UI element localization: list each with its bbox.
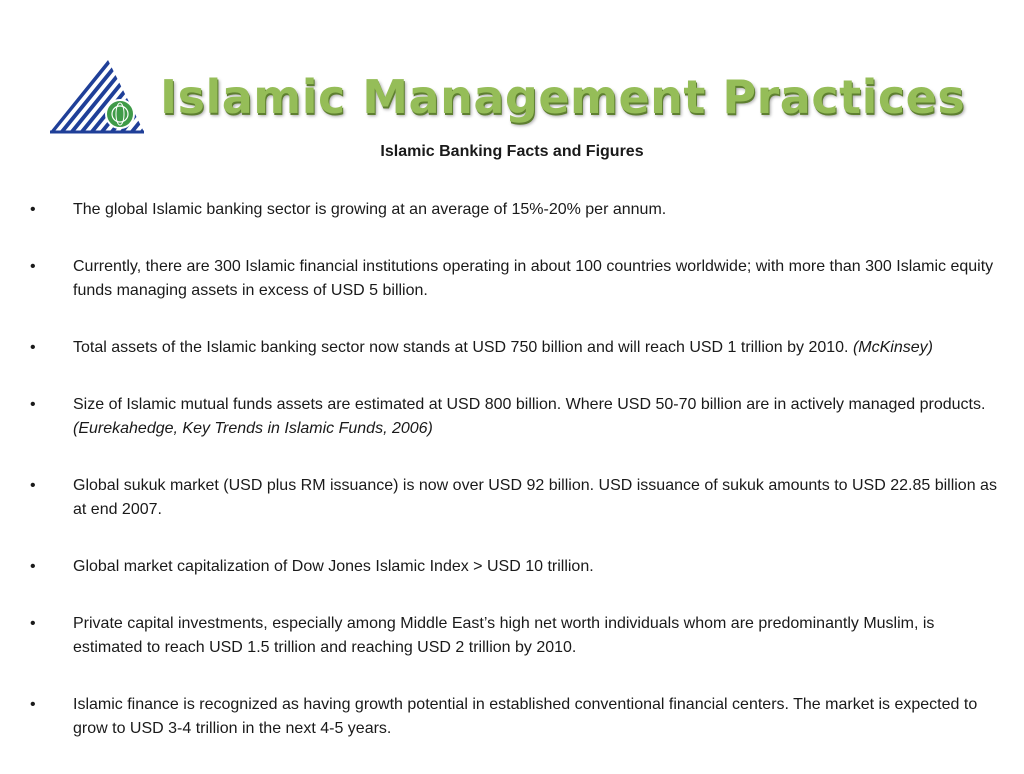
bullet-source: (McKinsey) xyxy=(852,339,933,356)
bullet-text: Size of Islamic mutual funds assets are estimated at USD 800 billion. Where USD 50-70 billion are in actively managed products. xyxy=(73,396,986,413)
triangle-stripes-globe-logo-icon xyxy=(46,56,146,136)
bullet-dot: • xyxy=(30,339,36,356)
bullet-text: Global market capitalization of Dow Jones Islamic Index > USD 10 trillion. xyxy=(73,558,594,575)
bullet-item xyxy=(30,393,1000,441)
logo-globe xyxy=(106,100,134,128)
slide-title: Islamic Management Practices xyxy=(160,70,966,124)
bullet-item xyxy=(30,198,1000,222)
bullet-item xyxy=(30,255,1000,303)
bullet-dot: • xyxy=(30,696,36,713)
bullet-text: The global Islamic banking sector is growing at an average of 15%-20% per annum. xyxy=(73,201,667,218)
bullet-item xyxy=(30,336,1000,360)
bullet-text: Currently, there are 300 Islamic financial institutions operating in about 100 countries worldwide; with more than 300 Islamic equity funds managing assets in excess of USD 5 billion. xyxy=(73,258,994,299)
bullet-dot: • xyxy=(30,615,36,632)
bullet-item xyxy=(30,693,1000,741)
bullet-dot: • xyxy=(30,558,36,575)
bullet-dot: • xyxy=(30,258,36,275)
bullet-item xyxy=(30,474,1000,522)
bullet-item xyxy=(30,555,1000,579)
bullet-dot: • xyxy=(30,201,36,218)
bullet-text: Private capital investments, especially among Middle East’s high net worth individuals whom are predominantly Muslim, is estimated to reach USD 1.5 trillion and reaching USD 2 trillion by 2010. xyxy=(73,615,935,656)
bullet-text: Islamic finance is recognized as having growth potential in established conventional financial centers. The market is expected to grow to USD 3-4 trillion in the next 4-5 years. xyxy=(73,696,978,737)
bullet-item xyxy=(30,612,1000,660)
slide-subtitle: Islamic Banking Facts and Figures xyxy=(380,143,644,160)
bullet-dot: • xyxy=(30,477,36,494)
bullet-source: (Eurekahedge, Key Trends in Islamic Funds, 2006) xyxy=(73,420,433,437)
bullet-text: Total assets of the Islamic banking sector now stands at USD 750 billion and will reach USD 1 trillion by 2010. xyxy=(73,339,853,356)
bullet-list xyxy=(30,198,1000,774)
bullet-dot: • xyxy=(30,396,36,413)
bullet-text: Global sukuk market (USD plus RM issuance) is now over USD 92 billion. USD issuance of sukuk amounts to USD 22.85 billion as at end 2007. xyxy=(73,477,997,518)
